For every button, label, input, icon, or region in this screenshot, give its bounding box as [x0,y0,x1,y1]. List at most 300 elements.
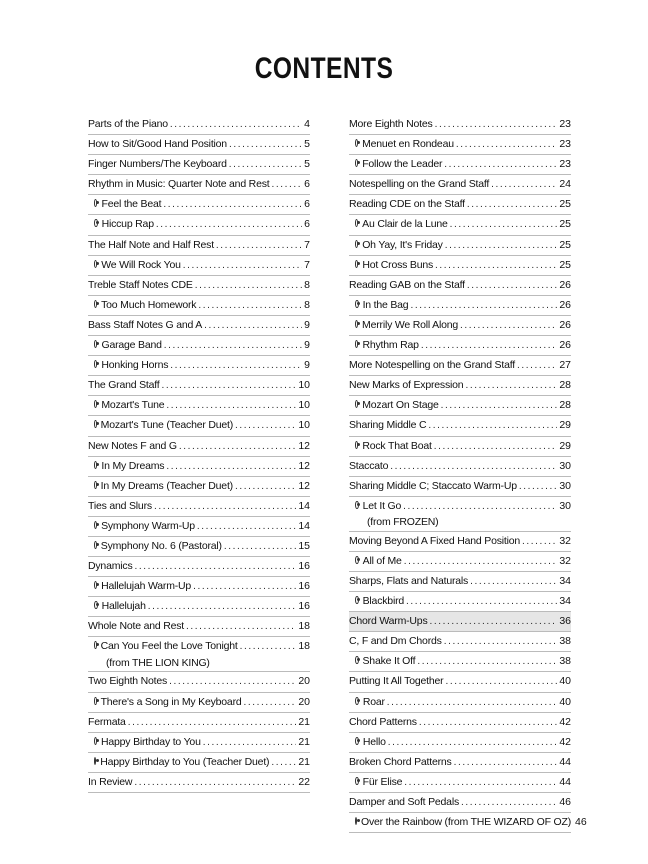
dot-leader [519,477,557,496]
toc-entry-title: How to Sit/Good Hand Position [88,138,227,151]
audio-track-icon [94,420,97,428]
dot-leader [470,572,557,591]
toc-entry-title: Für Elise [362,775,403,788]
toc-entry-page: 28 [559,379,571,392]
toc-entry[interactable] [88,517,310,537]
toc-entry-title: Hello [362,735,386,748]
toc-entry-page: 20 [298,695,310,708]
dot-leader [435,115,558,134]
toc-entry-title: Mozart On Stage [362,399,439,412]
toc-entry-title: Dynamics [88,560,133,573]
toc-entry-page: 34 [559,574,571,587]
toc-entry-page: 16 [298,580,310,593]
toc-entry[interactable] [349,572,571,592]
toc-entry-title: Sharing Middle C [349,419,427,432]
toc-entry-title: Symphony No. 6 (Pastoral) [100,539,222,552]
audio-track-icon [355,501,359,509]
audio-track-icon [355,441,358,449]
dot-leader [445,672,557,691]
toc-entry[interactable] [88,477,310,497]
toc-entry-page: 10 [298,399,310,412]
dot-leader [403,497,557,516]
audio-track-icon [355,320,358,328]
dot-leader [387,693,558,712]
toc-entry-title: Chord Warm-Ups [349,615,428,628]
toc-entry-title: C, F and Dm Chords [349,635,442,648]
toc-entry-page: 7 [304,238,310,251]
audio-track-icon [355,656,359,664]
toc-entry-title: Au Clair de la Lune [362,218,448,231]
toc-entry[interactable] [88,457,310,477]
dot-leader [154,497,296,516]
toc-entry-page: 27 [559,359,571,372]
toc-entry-title: In My Dreams [101,459,165,472]
dot-leader [235,416,296,435]
toc-entry-page: 38 [559,655,571,668]
toc-entry[interactable] [349,115,571,135]
dot-leader [404,773,557,792]
audio-track-icon [94,541,97,549]
toc-entry[interactable] [349,336,571,356]
toc-entry[interactable] [349,753,571,773]
toc-entry-page: 23 [559,118,571,130]
dot-leader [197,517,296,536]
dot-leader [163,195,302,214]
toc-entry-page: 32 [559,554,571,567]
toc-entry-title: Rhythm Rap [362,339,419,352]
toc-entry-page: 12 [298,459,310,472]
toc-entry-title: Let It Go [362,499,402,512]
audio-track-icon [94,737,97,745]
toc-entry[interactable] [349,592,571,612]
toc-entry[interactable] [88,753,310,773]
toc-entry[interactable] [88,497,310,517]
toc-entry[interactable] [349,457,571,477]
dot-leader [169,672,296,691]
dot-leader [193,577,296,596]
toc-entry[interactable] [349,135,571,155]
dot-leader [435,256,557,275]
toc-entry-title: Hot Cross Buns [362,258,434,271]
toc-entry[interactable] [88,396,310,416]
dot-leader [441,396,558,415]
toc-entry-title: Honking Horns [101,359,169,372]
toc-entry-title: Parts of the Piano [88,118,168,130]
toc-entry[interactable] [88,256,310,276]
audio-track-icon [94,199,97,207]
audio-track-icon [355,159,358,167]
toc-entry-page: 5 [304,158,310,171]
toc-entry-title: Rhythm in Music: Quarter Note and Rest [88,178,270,191]
toc-entry[interactable] [349,416,571,436]
toc-entry-title: Sharing Middle C; Staccato Warm-Up [349,479,517,492]
toc-entry[interactable] [349,813,587,833]
dot-leader [444,632,558,651]
toc-entry-page: 4 [304,118,310,130]
dot-leader [164,336,302,355]
toc-entry[interactable] [88,115,310,135]
dot-leader [454,753,558,772]
toc-entry[interactable] [88,416,310,436]
toc-entry[interactable] [88,215,310,235]
toc-entry-title: Hallelujah [101,600,146,613]
toc-entry-title: Roar [362,695,385,708]
toc-entry-page: 30 [559,459,571,472]
toc-entry-page: 9 [304,318,310,331]
toc-entry-title: Sharps, Flats and Naturals [349,574,469,587]
toc-entry-title: The Grand Staff [88,379,160,392]
toc-entry[interactable] [88,135,310,155]
toc-entry[interactable] [349,532,571,552]
audio-track-icon [355,340,358,348]
toc-entry-page: 18 [298,640,310,653]
toc-entry-page: 23 [559,138,571,151]
toc-entry-page: 6 [304,178,310,191]
toc-entry-subtitle: (from FROZEN) [367,515,439,528]
toc-entry-title: Reading CDE on the Staff [349,198,465,211]
audio-track-icon [355,400,358,408]
toc-entry-title: More Notespelling on the Grand Staff [349,359,515,372]
toc-entry-page: 6 [304,198,310,211]
toc-entry-title: Ties and Slurs [88,499,152,512]
toc-entry-page: 22 [298,775,310,788]
dot-leader [406,592,557,611]
toc-entry[interactable] [349,376,571,396]
toc-entry-title: Garage Band [101,339,162,352]
toc-entry[interactable] [88,537,310,557]
toc-entry-page: 40 [559,695,571,708]
dot-leader [467,195,557,214]
toc-entry-page: 28 [559,399,571,412]
toc-entry-page: 6 [304,218,310,231]
dot-leader [410,296,557,315]
toc-entry-page: 16 [298,600,310,613]
dot-leader [128,713,297,732]
toc-entry[interactable] [88,597,310,617]
toc-column-left [88,115,310,793]
audio-track-icon [355,219,358,227]
toc-entry[interactable] [88,236,310,256]
dot-leader [390,457,557,476]
audio-track-icon [355,737,359,745]
toc-entry-title: Follow the Leader [362,158,443,171]
audio-track-icon [355,596,359,604]
toc-entry[interactable] [88,356,310,376]
audio-track-icon [355,260,358,268]
dot-leader [224,537,296,556]
dot-leader [156,215,302,234]
toc-entry-page: 12 [298,439,310,452]
audio-track-icon [94,300,97,308]
toc-entry-title: The Half Note and Half Rest [88,238,214,251]
toc-entry[interactable] [349,793,571,813]
toc-entry-page: 25 [559,218,571,231]
toc-entry-title: Notespelling on the Grand Staff [349,178,490,191]
toc-entry[interactable] [88,617,310,637]
toc-entry[interactable] [88,713,310,733]
toc-entry-title: Two Eighth Notes [88,675,168,688]
audio-track-icon [355,697,359,705]
dot-leader [229,155,302,174]
audio-track-icon [94,260,97,268]
toc-entry-page: 25 [559,198,571,211]
toc-entry-title: Moving Beyond A Fixed Hand Position [349,534,521,547]
toc-entry[interactable] [349,713,571,733]
toc-entry-page: 15 [298,539,310,552]
audio-track-icon [94,641,97,649]
toc-entry-title: Too Much Homework [101,298,197,311]
audio-track-icon [94,400,97,408]
toc-entry[interactable] [88,175,310,195]
toc-entry[interactable] [88,637,310,672]
dot-leader [186,617,296,636]
audio-track-icon [355,556,359,564]
dot-leader [465,376,557,395]
toc-entry[interactable] [349,632,571,652]
toc-entry-page: 21 [298,735,310,748]
dot-leader [183,256,302,275]
toc-entry[interactable] [349,652,571,672]
toc-entry[interactable] [349,256,571,276]
audio-track-icon [94,757,96,765]
toc-entry-page: 5 [304,138,310,151]
toc-entry[interactable] [349,612,571,632]
toc-entry-page: 30 [559,499,571,512]
toc-entry-title: Putting It All Together [349,675,444,688]
toc-entry-page: 8 [304,298,310,311]
toc-entry[interactable] [349,477,571,497]
toc-entry-page: 8 [304,278,310,291]
toc-entry-page: 42 [559,735,571,748]
toc-entry-page: 29 [559,439,571,452]
toc-entry-page: 21 [298,755,310,768]
toc-entry-page: 26 [559,278,571,291]
toc-entry-page: 16 [298,560,310,573]
toc-entry[interactable] [349,155,571,175]
toc-entry-page: 44 [559,775,571,788]
audio-track-icon [355,300,359,308]
toc-entry[interactable] [349,215,571,235]
dot-leader [434,437,558,456]
toc-entry[interactable] [349,693,571,713]
toc-entry-title: More Eighth Notes [349,118,433,130]
toc-entry-title: Rock That Boat [362,439,432,452]
toc-entry-title: Fermata [88,715,126,728]
dot-leader [148,597,297,616]
dot-leader [179,437,297,456]
dot-leader [216,236,302,255]
toc-entry[interactable] [349,316,571,336]
toc-entry[interactable] [349,497,571,532]
dot-leader [388,733,558,752]
audio-track-icon [94,340,97,348]
toc-entry[interactable] [88,672,310,692]
toc-entry[interactable] [349,356,571,376]
toc-entry-title: Shake It Off [362,655,416,668]
audio-track-icon [94,521,97,529]
dot-leader [417,652,557,671]
audio-track-icon [355,139,358,147]
toc-entry-title: All of Me [362,554,402,567]
toc-entry-title: Damper and Soft Pedals [349,796,459,808]
toc-entry-title: Blackbird [362,595,405,608]
dot-leader [162,376,297,395]
toc-entry[interactable] [349,396,571,416]
dot-leader [244,693,297,712]
toc-entry-page: 10 [298,419,310,432]
toc-entry-title: Feel the Beat [101,198,162,211]
toc-entry-page: 40 [559,675,571,688]
audio-track-icon [94,481,97,489]
toc-entry-title: Chord Patterns [349,715,417,728]
toc-entry-page: 30 [559,479,571,492]
dot-leader [198,296,302,315]
toc-entry-page: 26 [559,339,571,352]
dot-leader [467,276,557,295]
dot-leader [522,532,557,551]
toc-entry-page: 20 [298,675,310,688]
dot-leader [235,477,296,496]
dot-leader [445,236,558,255]
toc-entry-page: 7 [304,258,310,271]
dot-leader [419,713,557,732]
toc-entry-page: 29 [559,419,571,432]
toc-entry-page: 46 [575,816,587,829]
dot-leader [170,356,302,375]
toc-entry-title: Hiccup Rap [101,218,154,231]
toc-entry-title: Happy Birthday to You (Teacher Duet) [100,755,270,768]
toc-entry-page: 23 [559,158,571,171]
audio-track-icon [94,219,98,227]
toc-entry-title: In Review [88,775,133,788]
toc-entry[interactable] [88,557,310,577]
toc-entry-page: 9 [304,339,310,352]
dot-leader [461,793,557,812]
toc-entry[interactable] [88,437,310,457]
toc-entry[interactable] [88,316,310,336]
toc-entry-title: Whole Note and Rest [88,620,185,633]
dot-leader [203,733,297,752]
toc-entry-page: 9 [304,359,310,372]
toc-entry-page: 44 [559,755,571,768]
dot-leader [240,637,297,656]
toc-entry-title: Hallelujah Warm-Up [101,580,192,593]
dot-leader [491,175,557,194]
toc-entry[interactable] [349,733,571,753]
audio-track-icon [94,601,98,609]
toc-entry-title: In My Dreams (Teacher Duet) [100,479,233,492]
dot-leader [450,215,558,234]
toc-entry-title: Broken Chord Patterns [349,755,452,768]
dot-leader [166,396,296,415]
toc-entry-page: 26 [559,298,571,311]
toc-entry[interactable] [88,195,310,215]
toc-entry-page: 46 [559,796,571,808]
audio-track-icon [94,697,97,705]
dot-leader [430,612,558,631]
toc-entry-title: Mozart's Tune [101,399,165,412]
toc-entry-subtitle: (from THE LION KING) [106,656,210,669]
dot-leader [428,416,557,435]
toc-entry-page: 25 [559,258,571,271]
toc-entry[interactable] [88,155,310,175]
toc-entry-title: In the Bag [362,298,409,311]
toc-entry[interactable] [88,693,310,713]
toc-entry-title: Menuet en Rondeau [362,138,454,151]
dot-leader [404,552,558,571]
dot-leader [135,557,297,576]
audio-track-icon [94,360,97,368]
toc-entry[interactable] [349,672,571,692]
dot-leader [229,135,302,154]
page-title: CONTENTS [254,52,394,85]
toc-entry-page: 26 [559,318,571,331]
toc-entry-page: 10 [298,379,310,392]
dot-leader [421,336,557,355]
toc-entry-page: 36 [559,615,571,628]
toc-entry[interactable] [349,195,571,215]
toc-entry[interactable] [88,336,310,356]
toc-entry[interactable] [349,773,571,793]
dot-leader [271,175,302,194]
toc-entry-page: 25 [559,238,571,251]
audio-track-icon [94,461,97,469]
toc-entry-page: 18 [298,620,310,633]
toc-entry-page: 14 [298,499,310,512]
audio-track-icon [94,581,97,589]
toc-entry[interactable] [88,376,310,396]
toc-entry-page: 21 [298,715,310,728]
toc-entry[interactable] [349,175,571,195]
toc-entry-page: 14 [298,519,310,532]
toc-entry-page: 34 [559,595,571,608]
toc-entry-title: There's a Song in My Keyboard [100,695,242,708]
toc-entry-title: Can You Feel the Love Tonight [100,640,238,653]
toc-entry[interactable] [349,552,571,572]
toc-entry-page: 24 [559,178,571,191]
toc-entry-title: Reading GAB on the Staff [349,278,465,291]
toc-entry[interactable] [88,276,310,296]
toc-entry-title: Oh Yay, It's Friday [362,238,443,251]
dot-leader [517,356,557,375]
toc-entry-title: Staccato [349,459,389,472]
toc-entry-title: Over the Rainbow (from THE WIZARD OF OZ) [361,816,572,829]
toc-entry[interactable] [88,577,310,597]
audio-track-icon [355,817,357,825]
toc-entry[interactable] [349,296,571,316]
toc-column-right [349,115,587,833]
dot-leader [271,753,296,772]
toc-entry-title: Bass Staff Notes G and A [88,318,203,331]
toc-entry[interactable] [88,733,310,753]
dot-leader [444,155,557,174]
toc-entry-title: Merrily We Roll Along [362,318,459,331]
toc-entry-title: Treble Staff Notes CDE [88,278,193,291]
toc-entry-page: 38 [559,635,571,648]
toc-entry[interactable] [349,276,571,296]
toc-entry-page: 32 [559,534,571,547]
toc-entry-page: 12 [298,479,310,492]
toc-entry[interactable] [349,236,571,256]
toc-entry[interactable] [349,437,571,457]
dot-leader [456,135,557,154]
toc-entry-title: Finger Numbers/The Keyboard [88,158,227,171]
dot-leader [195,276,302,295]
toc-entry[interactable] [88,773,310,793]
audio-track-icon [355,777,359,785]
toc-entry[interactable] [88,296,310,316]
dot-leader [204,316,302,335]
